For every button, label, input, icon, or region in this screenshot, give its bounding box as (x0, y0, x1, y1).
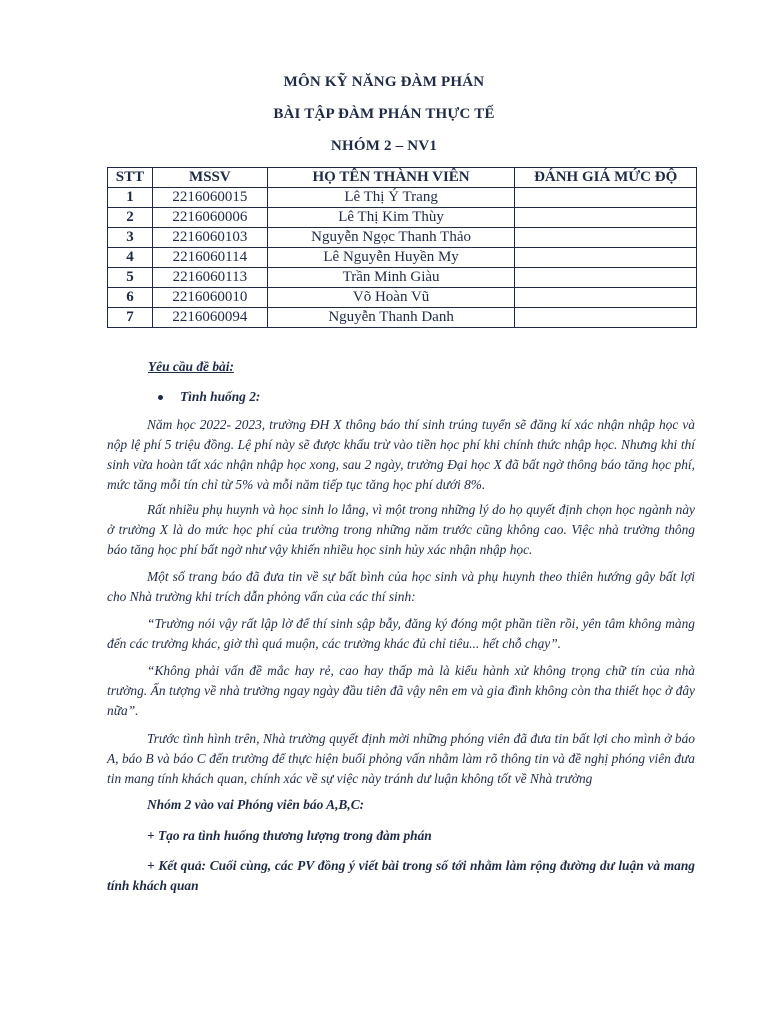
cell-eval (515, 288, 697, 308)
cell-name: Lê Thị Ý Trang (267, 188, 514, 208)
cell-name: Trần Minh Giàu (267, 268, 514, 288)
cell-mssv: 2216060114 (152, 248, 267, 268)
paragraph-2: Rất nhiều phụ huynh và học sinh lo lắng, vì một trong những lý do họ quyết định chọn học ngành này ở trường X là do mức học phí của trường trong những năm trước cũng không cao. Việc nhà trường thông báo tăng học phí bất ngờ như vậy khiến nhiều học sinh hủy xác nhận nhập học. (107, 502, 695, 557)
assignment-title: BÀI TẬP ĐÀM PHÁN THỰC TẾ (273, 106, 495, 122)
cell-mssv: 2216060010 (152, 288, 267, 308)
situation-label: Tình huống 2: (180, 389, 261, 404)
cell-eval (515, 208, 697, 228)
cell-stt: 7 (108, 308, 153, 328)
cell-stt: 5 (108, 268, 153, 288)
header-mssv: MSSV (152, 168, 267, 188)
paragraph-4: Trước tình hình trên, Nhà trường quyết định mời những phóng viên đã đưa tin bất lợi cho mình ở báo A, báo B và báo C đến trường để thực hiện buổi phỏng vấn nhằm làm rõ thông tin và đề nghị phóng viên đưa tin mang tính khách quan, chính xác về sự việc này tránh dư luận không tốt về Nhà trường (107, 731, 695, 786)
quote-2: “Không phải vấn đề mắc hay rẻ, cao hay thấp mà là kiểu hành xử không trọng chữ tín của nhà trường. Ấn tượng về nhà trường ngay ngày đầu tiên đã vậy nên em và gia đình không còn tha thiết học ở đây nữa”. (107, 663, 695, 718)
group-title: NHÓM 2 – NV1 (330, 138, 438, 154)
cell-mssv: 2216060006 (152, 208, 267, 228)
cell-name: Nguyễn Thanh Danh (267, 308, 514, 328)
members-table (107, 167, 697, 328)
result-line: + Kết quả: Cuối cùng, các PV đồng ý viết bài trong số tới nhằm làm rộng đường dư luận và mang tính khách quan (107, 858, 695, 893)
header-stt: STT (108, 168, 153, 188)
cell-stt: 6 (108, 288, 153, 308)
header-name: HỌ TÊN THÀNH VIÊN (267, 168, 514, 188)
table-row (108, 208, 697, 228)
table-row (108, 288, 697, 308)
cell-stt: 2 (108, 208, 153, 228)
table-row (108, 228, 697, 248)
table-row (108, 268, 697, 288)
table-row (108, 188, 697, 208)
cell-eval (515, 248, 697, 268)
role-line: Nhóm 2 vào vai Phóng viên báo A,B,C: (147, 797, 365, 812)
bullet-dot-icon (158, 395, 163, 400)
cell-name: Lê Nguyễn Huyền My (267, 248, 514, 268)
cell-mssv: 2216060094 (152, 308, 267, 328)
cell-eval (515, 228, 697, 248)
cell-eval (515, 268, 697, 288)
cell-stt: 1 (108, 188, 153, 208)
cell-mssv: 2216060015 (152, 188, 267, 208)
course-title: MÔN KỸ NĂNG ĐÀM PHÁN (283, 74, 485, 90)
quote-1: “Trường nói vậy rất lập lờ để thí sinh sập bẫy, đăng ký đóng một phần tiền rồi, yên tâm không màng đến các trường khác, giờ thì quá muộn, các trường khác đủ chỉ tiêu... hết chỗ chạy”. (107, 616, 695, 651)
paragraph-1: Năm học 2022- 2023, trường ĐH X thông báo thí sinh trúng tuyển sẽ đăng kí xác nhận nhập học và nộp lệ phí 5 triệu đồng. Lệ phí này sẽ được khấu trừ vào tiền học phí khi chính thức nhập học. Nhưng khi thí sinh vừa hoàn tất xác nhận nhập học xong, sau 2 ngày, trường Đại học X đã bất ngờ thông báo tăng học phí, mức tăng mỗi tín chỉ từ 5% và mỗi năm tiếp tục tăng học phí dưới 8%. (107, 417, 695, 492)
cell-eval (515, 188, 697, 208)
cell-name: Lê Thị Kim Thùy (267, 208, 514, 228)
requirement-heading: Yêu cầu đề bài: (148, 359, 234, 374)
table-header-row (108, 168, 697, 188)
cell-name: Võ Hoàn Vũ (267, 288, 514, 308)
cell-eval (515, 308, 697, 328)
cell-mssv: 2216060113 (152, 268, 267, 288)
table-row (108, 248, 697, 268)
cell-mssv: 2216060103 (152, 228, 267, 248)
cell-stt: 3 (108, 228, 153, 248)
task-line: + Tạo ra tình huống thương lượng trong đàm phán (147, 828, 432, 843)
table-row (108, 308, 697, 328)
paragraph-3: Một số trang báo đã đưa tin về sự bất bình của học sinh và phụ huynh theo thiên hướng gây bất lợi cho Nhà trường khi trích dẫn phỏng vấn của các thí sinh: (107, 569, 695, 604)
cell-stt: 4 (108, 248, 153, 268)
cell-name: Nguyễn Ngọc Thanh Thảo (267, 228, 514, 248)
header-eval: ĐÁNH GIÁ MỨC ĐỘ (515, 168, 697, 188)
